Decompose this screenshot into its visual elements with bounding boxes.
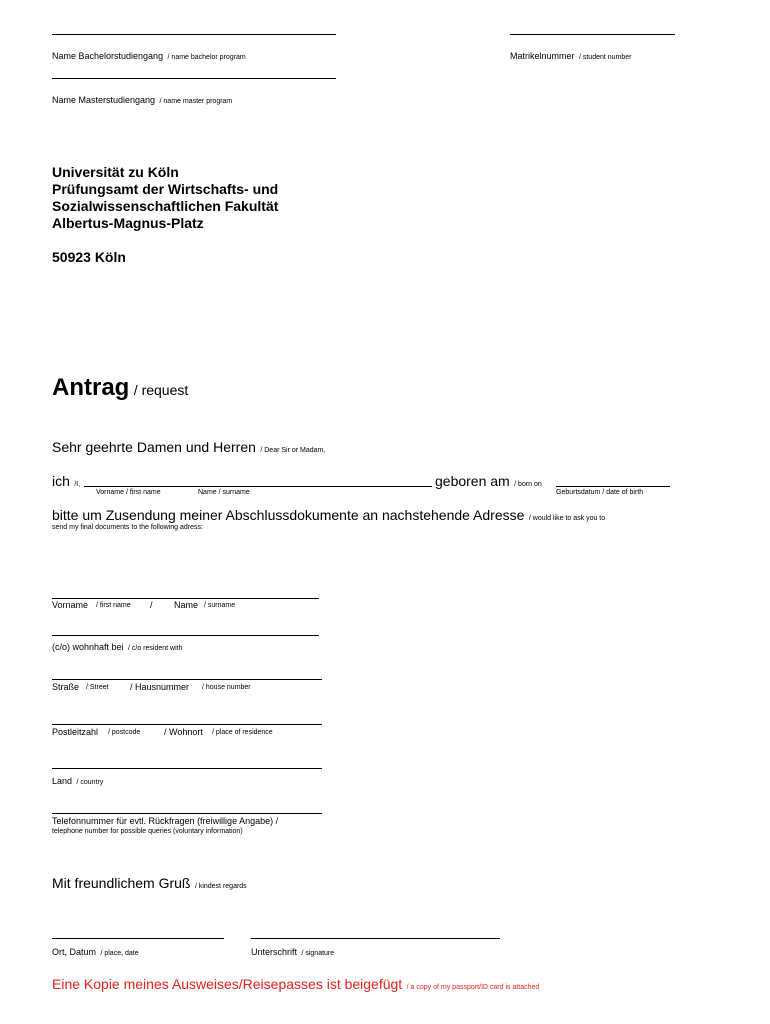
title-sub: / request: [133, 382, 189, 398]
ich-sub: /I,: [74, 481, 81, 488]
matrikel-sub: / student number: [578, 54, 632, 61]
telephone-line[interactable]: [52, 813, 322, 814]
address-line-1: Universität zu Köln: [52, 164, 179, 180]
postcode-labels: [52, 727, 332, 741]
unterschrift-label: Unterschrift: [251, 947, 298, 957]
signature-line[interactable]: [251, 938, 500, 939]
country-line[interactable]: [52, 768, 322, 769]
signature-labels: [251, 942, 334, 960]
request-sub2: send my final documents to the following adress:: [52, 524, 203, 531]
request-sub1: / would like to ask you to: [528, 515, 606, 522]
place-date-labels: [52, 942, 139, 960]
wohnort-label: / Wohnort: [164, 727, 203, 737]
postcode-line[interactable]: [52, 724, 322, 725]
applicant-name-line[interactable]: [84, 486, 432, 487]
bachelor-label-row: [52, 46, 246, 64]
request-row: [52, 507, 605, 525]
vorname-label: Vorname: [52, 600, 89, 610]
address-line-4: Albertus-Magnus-Platz: [52, 215, 204, 231]
ich-label: ich: [52, 473, 70, 489]
place-date-line[interactable]: [52, 938, 224, 939]
street-line[interactable]: [52, 679, 322, 680]
geboren-sub: / born on: [514, 481, 542, 488]
land-label: Land: [52, 776, 73, 786]
plz-sub: / postcode: [108, 729, 141, 736]
master-label: Name Masterstudiengang: [52, 95, 156, 105]
ort-label: Ort, Datum: [52, 947, 97, 957]
telephone-label: Telefonnummer für evtl. Rückfragen (freiwillige Angabe) /: [52, 816, 279, 826]
closing-text: Mit freundlichem Gruß: [52, 875, 191, 891]
applicant-ich: [52, 473, 80, 491]
salutation: [52, 439, 325, 457]
vorname-sub-label: / first name: [96, 602, 131, 609]
salutation-text: Sehr geehrte Damen und Herren: [52, 439, 256, 455]
name-label: Name: [174, 600, 199, 610]
name-sub: Name / surname: [198, 489, 250, 496]
street-labels: [52, 682, 332, 696]
master-sub: / name master program: [159, 98, 233, 105]
closing: [52, 875, 247, 893]
unterschrift-sub: / signature: [301, 950, 335, 957]
telephone-sub: telephone number for possible queries (voluntary information): [52, 828, 243, 835]
notice-text: Eine Kopie meines Ausweises/Reisepasses ist beigefügt: [52, 976, 403, 992]
name-sub-label: / surname: [204, 602, 236, 609]
matrikel-line[interactable]: [510, 34, 675, 35]
bachelor-label: Name Bachelorstudiengang: [52, 51, 164, 61]
country-labels: [52, 771, 103, 789]
vorname-sub: Vorname / first name: [96, 489, 161, 496]
bachelor-line[interactable]: [52, 34, 336, 35]
recipient-address: [52, 164, 278, 232]
master-label-row: [52, 90, 232, 108]
notice-sub: / a copy of my passport/ID card is attached: [406, 984, 540, 991]
land-sub: / country: [76, 779, 104, 786]
vorname-name-labels: [52, 600, 332, 614]
address-line-3: Sozialwissenschaftlichen Fakultät: [52, 198, 279, 214]
matrikel-label: Matrikelnummer: [510, 51, 575, 61]
co-labels: [52, 637, 182, 655]
applicant-geboren: [435, 473, 542, 491]
request-text: bitte um Zusendung meiner Abschlussdokumente an nachstehende Adresse: [52, 507, 525, 523]
co-label: (c/o) wohnhaft bei: [52, 642, 124, 652]
hausnummer-sub: / house number: [202, 684, 251, 691]
co-sub: / c/o resident with: [128, 645, 183, 652]
hausnummer-label: / Hausnummer: [130, 682, 190, 692]
ort-sub: / place, date: [100, 950, 139, 957]
page-title: [52, 374, 188, 402]
salutation-sub: / Dear Sir or Madam,: [260, 447, 326, 454]
co-line[interactable]: [52, 635, 319, 636]
master-line[interactable]: [52, 78, 336, 79]
field-slash: /: [150, 600, 153, 610]
plz-label: Postleitzahl: [52, 727, 99, 737]
passport-notice: [52, 976, 539, 994]
closing-sub: / kindest regards: [194, 883, 247, 890]
geboren-label: geboren am: [435, 473, 510, 489]
strasse-sub: / Street: [86, 684, 109, 691]
birthdate-line[interactable]: [556, 486, 670, 487]
geburt-sub: Geburtsdatum / date of birth: [556, 489, 644, 496]
vorname-name-line[interactable]: [52, 598, 319, 599]
wohnort-sub: / place of residence: [212, 729, 273, 736]
matrikel-label-row: [510, 46, 632, 64]
bachelor-sub: / name bachelor program: [167, 54, 246, 61]
strasse-label: Straße: [52, 682, 80, 692]
address-postal: 50923 Köln: [52, 249, 126, 265]
title-main: Antrag: [52, 374, 130, 401]
address-line-2: Prüfungsamt der Wirtschafts- und: [52, 181, 279, 197]
